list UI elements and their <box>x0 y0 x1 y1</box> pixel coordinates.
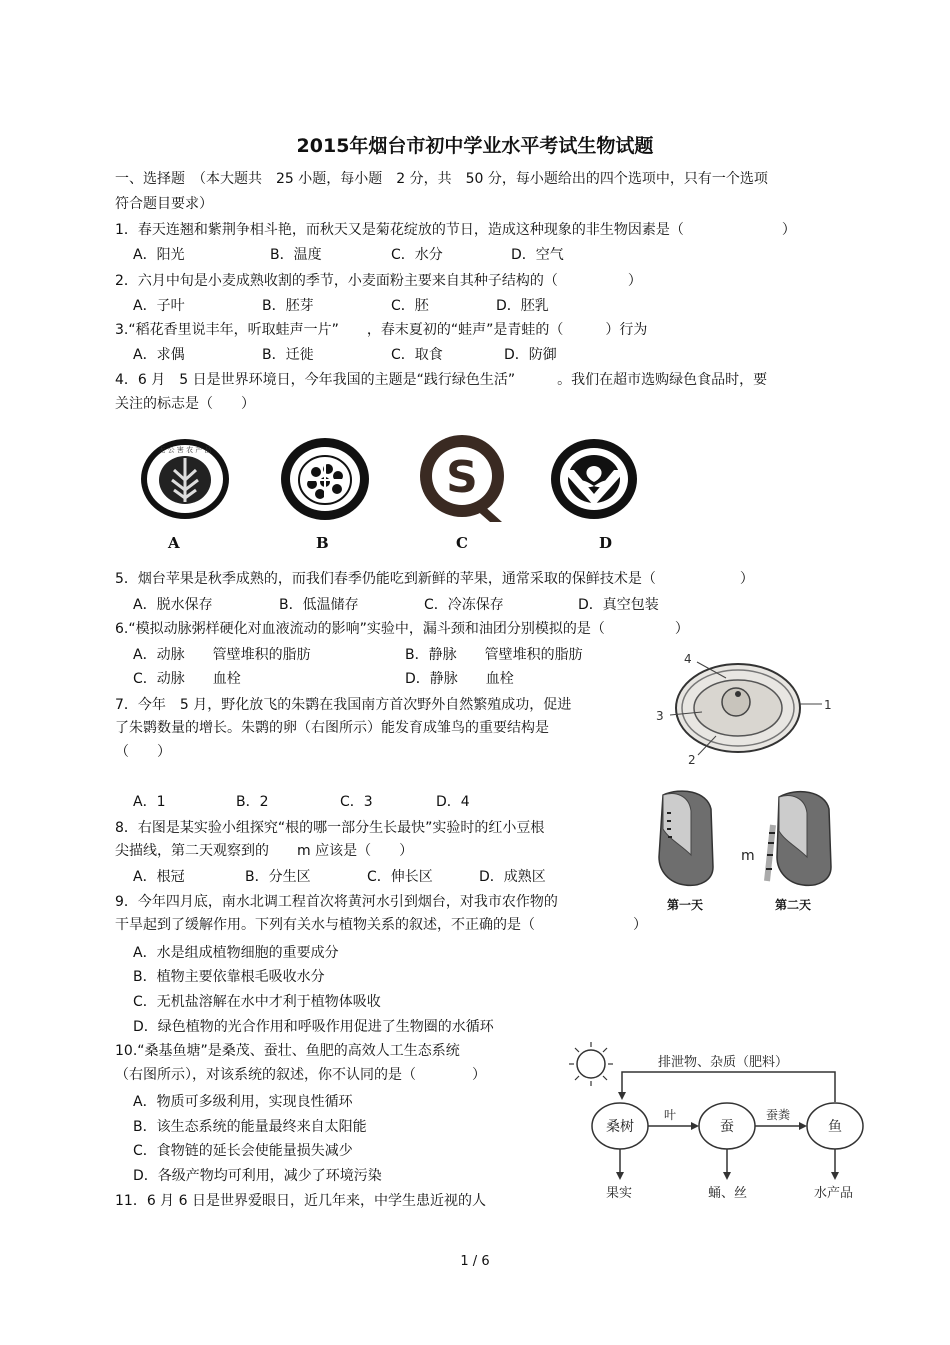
eco-top-label: 排泄物、杂质（肥料） <box>658 1055 789 1070</box>
q6-option-b: B．静脉 管壁堆积的脂肪 <box>405 647 583 663</box>
q7-option-d: D．4 <box>436 794 470 810</box>
question-1-stem: 1．春天连翘和紫荆争相斗艳，而秋天又是菊花绽放的节日，造成这种现象的非生物因素是（ ） <box>115 222 796 238</box>
eco-node-silkworm: 蚕 <box>720 1119 734 1135</box>
q9-option-c: C．无机盐溶解在水中才利于植物体吸收 <box>133 994 381 1010</box>
q3-option-c: C．取食 <box>391 347 443 363</box>
q5-option-b: B．低温储存 <box>279 597 359 613</box>
logo-d-green-food-icon <box>548 436 642 522</box>
logo-a-label: A <box>168 534 180 552</box>
logo-b-environment-icon <box>278 436 372 522</box>
q1-option-a: A．阳光 <box>133 247 185 263</box>
egg-label-4: 4 <box>684 652 692 666</box>
logo-b-label: B <box>316 534 329 552</box>
eco-output-fruit: 果实 <box>606 1186 633 1201</box>
question-2-stem: 2．六月中旬是小麦成熟收割的季节，小麦面粉主要来自其种子结构的（ ） <box>115 273 642 289</box>
logo-c-label: C <box>456 534 468 552</box>
q9-option-b: B．植物主要依靠根毛吸收水分 <box>133 969 325 985</box>
q2-option-b: B．胚芽 <box>262 298 314 314</box>
question-11-stem: 11．6 月 6 日是世界爱眼日，近几年来，中学生患近视的人 <box>115 1193 486 1209</box>
q9-option-a: A．水是组成植物细胞的重要成分 <box>133 945 339 961</box>
svg-text:S: S <box>446 452 478 503</box>
q1-option-b: B．温度 <box>270 247 322 263</box>
section-header-line2: 符合题目要求） <box>115 196 213 212</box>
q7-option-a: A．1 <box>133 794 166 810</box>
question-7-stem-line2: 了朱鹮数量的增长。朱鹮的卵（右图所示）能发育成雏鸟的重要结构是 <box>115 720 549 736</box>
section-header-line1: 一、选择题 （本大题共 25 小题，每小题 2 分，共 50 分，每小题给出的四个选项中，只有一个选项 <box>115 171 768 187</box>
logo-d-label: D <box>599 534 613 552</box>
q2-option-a: A．子叶 <box>133 298 185 314</box>
root-tip-figure <box>645 785 855 915</box>
q10-option-b: B．该生态系统的能量最终来自太阳能 <box>133 1119 367 1135</box>
eco-output-aquatic: 水产品 <box>814 1186 854 1201</box>
logo-c-qs-icon <box>416 432 510 524</box>
question-4-stem-line1: 4．6 月 5 日是世界环境日，今年我国的主题是“践行绿色生活” 。我们在超市选购绿色食品时，要 <box>115 372 768 388</box>
logo-a-wheat-icon <box>138 436 232 522</box>
q2-option-d: D．胚乳 <box>496 298 549 314</box>
q9-option-d: D．绿色植物的光合作用和呼吸作用促进了生物圈的水循环 <box>133 1019 494 1035</box>
root-m-label: m <box>741 848 755 864</box>
q8-option-a: A．根冠 <box>133 869 185 885</box>
q5-option-d: D．真空包装 <box>578 597 659 613</box>
question-8-stem-line1: 8．右图是某实验小组探究“根的哪一部分生长最快”实验时的红小豆根 <box>115 820 545 836</box>
q8-option-c: C．伸长区 <box>367 869 433 885</box>
q1-option-c: C．水分 <box>391 247 443 263</box>
q5-option-c: C．冷冻保存 <box>424 597 504 613</box>
mulberry-fish-pond-diagram <box>558 1040 878 1205</box>
question-6-stem: 6.“模拟动脉粥样硬化对血液流动的影响”实验中，漏斗颈和油团分别模拟的是（ ） <box>115 621 689 637</box>
sun-icon <box>577 1050 605 1078</box>
q7-option-c: C．3 <box>340 794 373 810</box>
question-5-stem: 5．烟台苹果是秋季成熟的，而我们春季仍能吃到新鲜的苹果，通常采取的保鲜技术是（ ） <box>115 571 754 587</box>
q7-option-b: B．2 <box>236 794 269 810</box>
q5-option-a: A．脱水保存 <box>133 597 213 613</box>
root-day2-label: 第二天 <box>775 898 812 912</box>
page-title: 2015年烟台市初中学业水平考试生物试题 <box>296 135 654 157</box>
question-9-stem-line1: 9．今年四月底，南水北调工程首次将黄河水引到烟台，对我市农作物的 <box>115 894 558 910</box>
eco-edge-silkworm-feces: 蚕粪 <box>766 1108 791 1122</box>
question-10-stem-line2: （右图所示），对该系统的叙述，你不认同的是（ ） <box>115 1067 486 1083</box>
q1-option-d: D．空气 <box>511 247 564 263</box>
q2-option-c: C．胚 <box>391 298 429 314</box>
question-10-stem-line1: 10.“桑基鱼塘”是桑茂、蚕壮、鱼肥的高效人工生态系统 <box>115 1043 460 1059</box>
question-3-stem: 3.“稻花香里说丰年，听取蛙声一片” ，春末夏初的“蛙声”是青蛙的（ ）行为 <box>115 322 648 338</box>
eco-output-pupa-silk: 蛹、丝 <box>708 1186 748 1201</box>
question-9-stem-line2: 干旱起到了缓解作用。下列有关水与植物关系的叙述，不正确的是（ ） <box>115 917 647 933</box>
question-8-stem-line2: 尖描线，第二天观察到的 m 应该是（ ） <box>115 843 414 859</box>
q3-option-d: D．防御 <box>504 347 557 363</box>
question-7-stem-line3: （ ） <box>115 744 171 760</box>
eco-node-fish: 鱼 <box>828 1119 842 1135</box>
q10-option-a: A．物质可多级利用，实现良性循环 <box>133 1094 353 1110</box>
svg-text:无 公 害 农 产 品: 无 公 害 农 产 品 <box>158 446 212 454</box>
q3-option-b: B．迁徙 <box>262 347 314 363</box>
q6-option-a: A．动脉 管壁堆积的脂肪 <box>133 647 311 663</box>
egg-label-2: 2 <box>688 753 696 767</box>
q10-option-d: D．各级产物均可利用，减少了环境污染 <box>133 1168 382 1184</box>
egg-label-1: 1 <box>824 698 832 712</box>
root-day1-label: 第一天 <box>667 898 704 912</box>
eco-node-mulberry: 桑树 <box>606 1119 634 1135</box>
q6-option-d: D．静脉 血栓 <box>405 671 514 687</box>
q6-option-c: C．动脉 血栓 <box>133 671 241 687</box>
q3-option-a: A．求偶 <box>133 347 185 363</box>
question-7-stem-line1: 7．今年 5 月，野化放飞的朱鹮在我国南方首次野外自然繁殖成功，促进 <box>115 697 572 713</box>
eco-edge-leaf: 叶 <box>664 1108 677 1122</box>
page-number: 1 / 6 <box>460 1254 490 1269</box>
q10-option-c: C．食物链的延长会使能量损失减少 <box>133 1143 353 1159</box>
egg-label-3: 3 <box>656 709 664 723</box>
question-4-stem-line2: 关注的标志是（ ） <box>115 396 255 412</box>
q8-option-d: D．成熟区 <box>479 869 546 885</box>
egg-structure-figure <box>650 650 840 770</box>
q8-option-b: B．分生区 <box>245 869 311 885</box>
